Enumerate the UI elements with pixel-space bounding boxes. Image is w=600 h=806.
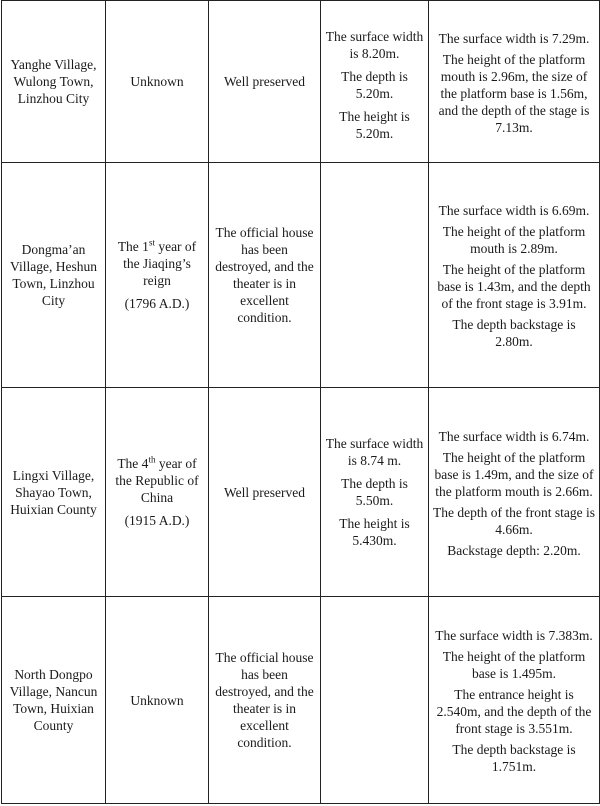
date-year: (1796 A.D.) (124, 296, 190, 311)
measurement-item: The surface width is 7.383m. (435, 628, 593, 643)
measurement-item: The height of the platform base is 1.495m. (442, 649, 586, 681)
table-row (2, 1, 600, 163)
dimension-item: The depth is 5.50m. (341, 476, 408, 508)
dimension-item: The surface width is 8.74 m. (325, 436, 424, 468)
measurement-item: The height of the platform mouth is 2.89m. (442, 224, 586, 256)
condition-cell: Well preserved (209, 388, 321, 597)
dimensions-cell (321, 388, 429, 597)
theater-table (1, 0, 600, 804)
measurements-cell (429, 388, 600, 597)
location-cell: Lingxi Village, Shayao Town, Huixian County (2, 388, 106, 597)
measurement-item: The depth of the front stage is 4.66m. (433, 504, 595, 537)
date-cell: Unknown (106, 1, 209, 163)
dimension-item: The surface width is 8.20m. (325, 28, 424, 61)
condition-cell: The official house has been destroyed, and the theater is in excellent condition. (209, 163, 321, 388)
date-reign-prefix: The 1 (117, 239, 149, 254)
date-reign (110, 455, 204, 506)
date-cell (106, 388, 209, 597)
condition-cell: Well preserved (209, 1, 321, 163)
location-cell: North Dongpo Village, Nancun Town, Huixian County (2, 597, 106, 804)
measurement-item: The depth backstage is 1.751m. (452, 742, 576, 774)
measurements-cell (429, 597, 600, 804)
measurement-item: The surface width is 7.29m. (438, 30, 590, 46)
measurements-cell (429, 163, 600, 388)
date-year: (1915 A.D.) (124, 513, 190, 528)
date-cell: Unknown (106, 597, 209, 804)
date-ordinal-suffix: th (148, 454, 156, 465)
measurements-cell (429, 1, 600, 163)
date-reign-prefix: The 4 (117, 456, 149, 471)
table-row (2, 388, 600, 597)
dimension-item: The depth is 5.20m. (341, 68, 408, 101)
measurement-item: The height of the platform base is 1.49m, and the size of the platform mouth is 2.66m. (434, 449, 594, 499)
measurement-item: The surface width is 6.74m. (438, 428, 590, 444)
date-cell (106, 163, 209, 388)
measurement-item: The depth backstage is 2.80m. (452, 317, 576, 349)
date-ordinal-suffix: st (148, 237, 155, 248)
dimensions-cell (321, 1, 429, 163)
date-reign (110, 238, 204, 289)
location-cell: Yanghe Village, Wulong Town, Linzhou City (2, 1, 106, 163)
date-reign-suffix: year of the Republic of China (115, 456, 199, 505)
dimensions-cell (321, 163, 429, 388)
measurement-item: The entrance height is 2.540m, and the depth of the front stage is 3.551m. (436, 687, 592, 736)
condition-cell: The official house has been destroyed, and the theater is in excellent condition. (209, 597, 321, 804)
dimension-item: The height is 5.20m. (339, 108, 410, 141)
dimension-item: The height is 5.430m. (339, 516, 410, 548)
table-row (2, 163, 600, 388)
dimensions-cell (321, 597, 429, 804)
table-row (2, 597, 600, 804)
date-reign-suffix: year of the Jiaqing’s reign (123, 239, 197, 288)
measurement-item: The surface width is 6.69m. (438, 203, 590, 218)
location-cell: Dongma’an Village, Heshun Town, Linzhou City (2, 163, 106, 388)
measurement-item: The height of the platform mouth is 2.96m, the size of the platform base is 1.56m, and the depth of the stage is 7.13m. (438, 51, 590, 135)
measurement-item: Backstage depth: 2.20m. (447, 542, 581, 558)
measurement-item: The height of the platform base is 1.43m, and the depth of the front stage is 3.91m. (437, 262, 591, 311)
